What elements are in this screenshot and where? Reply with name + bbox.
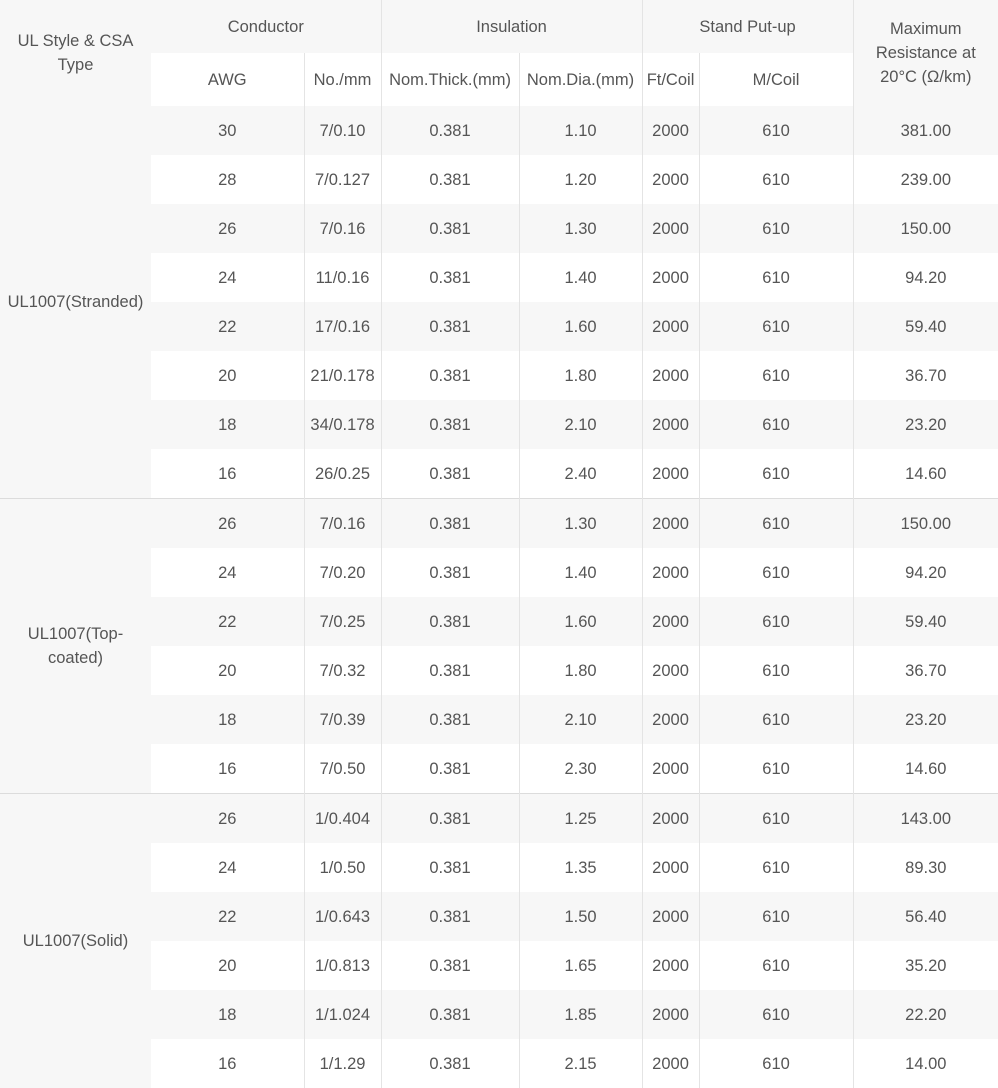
cell-no-mm: 1/0.404 — [304, 794, 381, 844]
header-max-resistance: Maximum Resistance at 20°C (Ω/km) — [853, 0, 998, 106]
cell-max-resistance: 59.40 — [853, 302, 998, 351]
cell-nom-dia: 1.20 — [519, 155, 642, 204]
cell-max-resistance: 94.20 — [853, 548, 998, 597]
cell-nom-thick: 0.381 — [381, 646, 519, 695]
cell-max-resistance: 56.40 — [853, 892, 998, 941]
cell-ft-coil: 2000 — [642, 597, 699, 646]
cell-m-coil: 610 — [699, 794, 853, 844]
header-stand-putup: Stand Put-up — [642, 0, 853, 53]
cell-ft-coil: 2000 — [642, 1039, 699, 1088]
cell-ft-coil: 2000 — [642, 253, 699, 302]
cell-awg: 26 — [151, 204, 304, 253]
cell-nom-thick: 0.381 — [381, 253, 519, 302]
cell-nom-dia: 1.80 — [519, 351, 642, 400]
cell-max-resistance: 36.70 — [853, 351, 998, 400]
cell-nom-thick: 0.381 — [381, 106, 519, 155]
cell-max-resistance: 23.20 — [853, 400, 998, 449]
cell-nom-dia: 1.85 — [519, 990, 642, 1039]
cell-ft-coil: 2000 — [642, 400, 699, 449]
cell-awg: 20 — [151, 941, 304, 990]
header-style-type: UL Style & CSA Type — [0, 0, 151, 106]
cell-nom-dia: 1.30 — [519, 499, 642, 549]
cell-ft-coil: 2000 — [642, 204, 699, 253]
cell-nom-dia: 2.40 — [519, 449, 642, 499]
group-label: UL1007(Stranded) — [0, 106, 151, 499]
cell-awg: 16 — [151, 449, 304, 499]
header-nom-dia: Nom.Dia.(mm) — [519, 53, 642, 106]
cell-ft-coil: 2000 — [642, 548, 699, 597]
cell-ft-coil: 2000 — [642, 302, 699, 351]
cell-m-coil: 610 — [699, 400, 853, 449]
cell-no-mm: 1/0.50 — [304, 843, 381, 892]
cell-nom-thick: 0.381 — [381, 351, 519, 400]
cell-nom-dia: 2.10 — [519, 400, 642, 449]
cell-no-mm: 7/0.32 — [304, 646, 381, 695]
cell-nom-dia: 1.65 — [519, 941, 642, 990]
cell-nom-dia: 2.30 — [519, 744, 642, 794]
cell-no-mm: 1/1.024 — [304, 990, 381, 1039]
cell-awg: 22 — [151, 892, 304, 941]
cell-m-coil: 610 — [699, 204, 853, 253]
cell-m-coil: 610 — [699, 597, 853, 646]
cell-max-resistance: 35.20 — [853, 941, 998, 990]
cell-max-resistance: 150.00 — [853, 499, 998, 549]
cell-awg: 20 — [151, 646, 304, 695]
cell-nom-thick: 0.381 — [381, 794, 519, 844]
cell-nom-thick: 0.381 — [381, 548, 519, 597]
cell-no-mm: 7/0.10 — [304, 106, 381, 155]
cell-awg: 26 — [151, 794, 304, 844]
cell-awg: 24 — [151, 843, 304, 892]
cell-awg: 22 — [151, 597, 304, 646]
table-body — [0, 106, 998, 1088]
cell-no-mm: 7/0.25 — [304, 597, 381, 646]
cell-no-mm: 7/0.127 — [304, 155, 381, 204]
cell-awg: 28 — [151, 155, 304, 204]
cell-nom-thick: 0.381 — [381, 1039, 519, 1088]
cell-nom-dia: 1.60 — [519, 597, 642, 646]
cell-nom-dia: 1.10 — [519, 106, 642, 155]
cell-m-coil: 610 — [699, 449, 853, 499]
cell-no-mm: 7/0.20 — [304, 548, 381, 597]
cell-ft-coil: 2000 — [642, 892, 699, 941]
cell-awg: 24 — [151, 548, 304, 597]
cell-m-coil: 610 — [699, 106, 853, 155]
table-row — [0, 106, 998, 155]
cell-no-mm: 7/0.39 — [304, 695, 381, 744]
cell-max-resistance: 36.70 — [853, 646, 998, 695]
cell-ft-coil: 2000 — [642, 695, 699, 744]
cell-no-mm: 7/0.16 — [304, 204, 381, 253]
cell-nom-thick: 0.381 — [381, 990, 519, 1039]
header-insulation: Insulation — [381, 0, 642, 53]
cell-nom-thick: 0.381 — [381, 843, 519, 892]
cell-max-resistance: 14.60 — [853, 449, 998, 499]
cell-no-mm: 1/0.643 — [304, 892, 381, 941]
cell-nom-dia: 2.10 — [519, 695, 642, 744]
cell-nom-thick: 0.381 — [381, 941, 519, 990]
cell-no-mm: 7/0.50 — [304, 744, 381, 794]
cell-ft-coil: 2000 — [642, 351, 699, 400]
header-no-mm: No./mm — [304, 53, 381, 106]
cell-ft-coil: 2000 — [642, 744, 699, 794]
cell-m-coil: 610 — [699, 941, 853, 990]
cell-max-resistance: 94.20 — [853, 253, 998, 302]
header-m-coil: M/Coil — [699, 53, 853, 106]
cell-max-resistance: 14.60 — [853, 744, 998, 794]
cell-m-coil: 610 — [699, 744, 853, 794]
header-conductor: Conductor — [151, 0, 381, 53]
cell-nom-thick: 0.381 — [381, 597, 519, 646]
cell-max-resistance: 381.00 — [853, 106, 998, 155]
cell-max-resistance: 143.00 — [853, 794, 998, 844]
table-row — [0, 794, 998, 844]
cell-nom-thick: 0.381 — [381, 695, 519, 744]
cell-nom-dia: 1.80 — [519, 646, 642, 695]
cell-m-coil: 610 — [699, 499, 853, 549]
cell-ft-coil: 2000 — [642, 794, 699, 844]
group-label: UL1007(Solid) — [0, 794, 151, 1088]
cell-nom-thick: 0.381 — [381, 204, 519, 253]
cell-ft-coil: 2000 — [642, 990, 699, 1039]
cell-no-mm: 21/0.178 — [304, 351, 381, 400]
cell-no-mm: 34/0.178 — [304, 400, 381, 449]
cell-no-mm: 1/1.29 — [304, 1039, 381, 1088]
cell-m-coil: 610 — [699, 1039, 853, 1088]
cell-m-coil: 610 — [699, 302, 853, 351]
cell-awg: 26 — [151, 499, 304, 549]
cell-nom-dia: 1.35 — [519, 843, 642, 892]
group-label: UL1007(Top-coated) — [0, 499, 151, 794]
cell-awg: 18 — [151, 695, 304, 744]
cell-max-resistance: 59.40 — [853, 597, 998, 646]
cell-max-resistance: 22.20 — [853, 990, 998, 1039]
cell-max-resistance: 89.30 — [853, 843, 998, 892]
cell-m-coil: 610 — [699, 646, 853, 695]
cell-nom-thick: 0.381 — [381, 155, 519, 204]
table-row — [0, 499, 998, 549]
cell-awg: 16 — [151, 744, 304, 794]
cell-no-mm: 11/0.16 — [304, 253, 381, 302]
cell-max-resistance: 14.00 — [853, 1039, 998, 1088]
header-awg: AWG — [151, 53, 304, 106]
header-ft-coil: Ft/Coil — [642, 53, 699, 106]
cell-awg: 30 — [151, 106, 304, 155]
cell-ft-coil: 2000 — [642, 499, 699, 549]
cell-max-resistance: 150.00 — [853, 204, 998, 253]
cell-no-mm: 1/0.813 — [304, 941, 381, 990]
cell-ft-coil: 2000 — [642, 106, 699, 155]
cell-nom-dia: 1.30 — [519, 204, 642, 253]
cell-nom-thick: 0.381 — [381, 400, 519, 449]
cell-m-coil: 610 — [699, 695, 853, 744]
header-nom-thick: Nom.Thick.(mm) — [381, 53, 519, 106]
cell-nom-thick: 0.381 — [381, 302, 519, 351]
cell-awg: 18 — [151, 400, 304, 449]
cell-nom-thick: 0.381 — [381, 744, 519, 794]
cell-ft-coil: 2000 — [642, 941, 699, 990]
cell-no-mm: 7/0.16 — [304, 499, 381, 549]
cell-no-mm: 26/0.25 — [304, 449, 381, 499]
cell-nom-thick: 0.381 — [381, 499, 519, 549]
cell-m-coil: 610 — [699, 892, 853, 941]
cell-nom-dia: 1.40 — [519, 253, 642, 302]
cell-nom-thick: 0.381 — [381, 449, 519, 499]
cell-no-mm: 17/0.16 — [304, 302, 381, 351]
cell-awg: 18 — [151, 990, 304, 1039]
cell-m-coil: 610 — [699, 253, 853, 302]
cell-m-coil: 610 — [699, 548, 853, 597]
cell-nom-dia: 1.50 — [519, 892, 642, 941]
cell-nom-dia: 2.15 — [519, 1039, 642, 1088]
cell-ft-coil: 2000 — [642, 843, 699, 892]
cell-nom-dia: 1.25 — [519, 794, 642, 844]
cell-nom-dia: 1.40 — [519, 548, 642, 597]
cell-nom-thick: 0.381 — [381, 892, 519, 941]
cell-m-coil: 610 — [699, 990, 853, 1039]
cell-awg: 20 — [151, 351, 304, 400]
cell-max-resistance: 239.00 — [853, 155, 998, 204]
cell-nom-dia: 1.60 — [519, 302, 642, 351]
cell-ft-coil: 2000 — [642, 155, 699, 204]
cell-m-coil: 610 — [699, 843, 853, 892]
cell-awg: 22 — [151, 302, 304, 351]
cell-m-coil: 610 — [699, 155, 853, 204]
cell-awg: 24 — [151, 253, 304, 302]
cell-max-resistance: 23.20 — [853, 695, 998, 744]
cell-awg: 16 — [151, 1039, 304, 1088]
cell-m-coil: 610 — [699, 351, 853, 400]
cell-ft-coil: 2000 — [642, 646, 699, 695]
cell-ft-coil: 2000 — [642, 449, 699, 499]
